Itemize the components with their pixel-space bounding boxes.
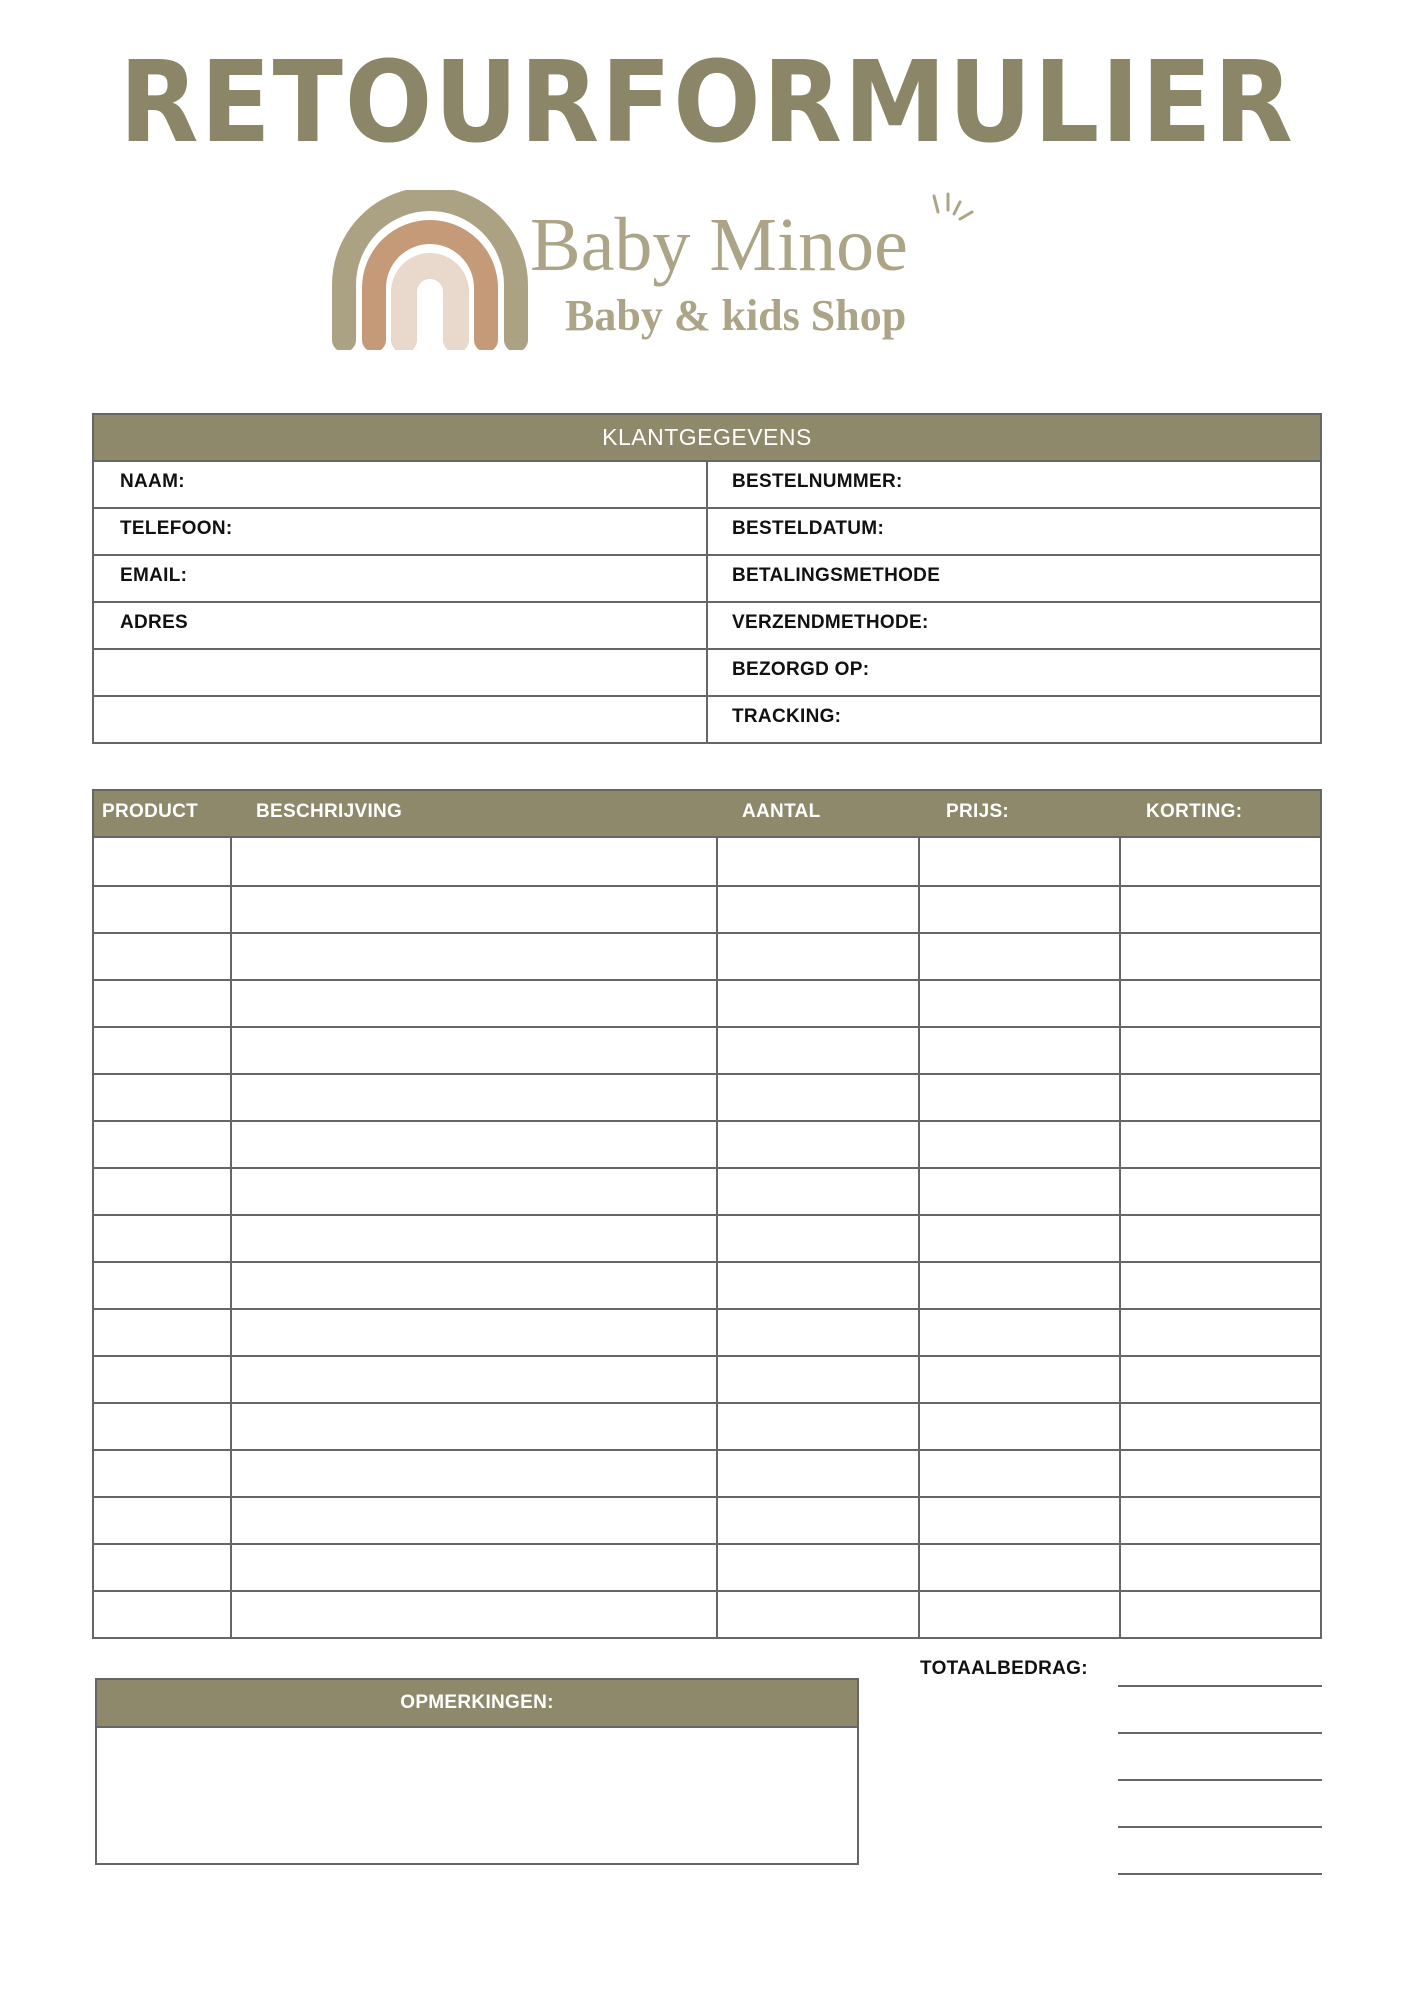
table-cell[interactable] xyxy=(230,1263,716,1308)
customer-field-left[interactable]: EMAIL: xyxy=(120,565,188,586)
table-cell[interactable] xyxy=(230,981,716,1026)
table-row xyxy=(94,979,1320,1026)
remarks-field[interactable] xyxy=(97,1728,857,1865)
customer-row xyxy=(94,554,1320,601)
customer-row xyxy=(94,601,1320,648)
remarks-box xyxy=(95,1678,859,1865)
customer-field-left[interactable] xyxy=(94,650,706,695)
table-cell[interactable] xyxy=(1119,1545,1320,1590)
table-cell[interactable] xyxy=(918,1357,1119,1402)
page-title: RETOURFORMULIER xyxy=(119,38,1295,168)
total-amount-line[interactable] xyxy=(1118,1685,1322,1687)
table-cell[interactable] xyxy=(716,1122,918,1167)
table-cell[interactable] xyxy=(716,1216,918,1261)
table-cell[interactable] xyxy=(230,1310,716,1355)
table-cell[interactable] xyxy=(716,1169,918,1214)
table-cell[interactable] xyxy=(94,1028,230,1073)
customer-field-left[interactable]: ADRES xyxy=(120,612,189,633)
table-cell[interactable] xyxy=(230,1545,716,1590)
table-cell[interactable] xyxy=(716,838,918,885)
table-cell[interactable] xyxy=(94,1451,230,1496)
customer-field-right[interactable]: BESTELDATUM: xyxy=(706,509,1320,554)
customer-row xyxy=(94,507,1320,554)
table-cell[interactable] xyxy=(716,887,918,932)
customer-field-left[interactable]: TELEFOON: xyxy=(120,518,233,539)
table-cell[interactable] xyxy=(918,1263,1119,1308)
customer-details-header: KLANTGEGEVENS xyxy=(94,415,1320,460)
table-cell[interactable] xyxy=(230,1592,716,1637)
table-cell[interactable] xyxy=(1119,887,1320,932)
table-cell[interactable] xyxy=(94,838,230,885)
logo-name: Baby Minoe xyxy=(530,203,908,287)
customer-details-table xyxy=(92,413,1322,744)
table-row xyxy=(94,1355,1320,1402)
table-row xyxy=(94,1449,1320,1496)
table-cell[interactable] xyxy=(1119,1592,1320,1637)
table-row xyxy=(94,1308,1320,1355)
table-cell[interactable] xyxy=(918,1545,1119,1590)
table-cell[interactable] xyxy=(230,1498,716,1543)
table-row xyxy=(94,1402,1320,1449)
customer-field-left[interactable] xyxy=(94,697,706,742)
table-row xyxy=(94,1120,1320,1167)
table-cell[interactable] xyxy=(94,1310,230,1355)
table-cell[interactable] xyxy=(230,1169,716,1214)
table-cell[interactable] xyxy=(716,1592,918,1637)
table-cell[interactable] xyxy=(1119,934,1320,979)
total-amount-line[interactable] xyxy=(1118,1779,1322,1781)
table-cell[interactable] xyxy=(918,981,1119,1026)
table-row xyxy=(94,1167,1320,1214)
remarks-header: OPMERKINGEN: xyxy=(97,1680,857,1728)
table-cell[interactable] xyxy=(918,1122,1119,1167)
table-cell[interactable] xyxy=(94,1357,230,1402)
table-cell[interactable] xyxy=(1119,1451,1320,1496)
table-cell[interactable] xyxy=(918,1169,1119,1214)
table-cell[interactable] xyxy=(230,1028,716,1073)
table-row xyxy=(94,838,1320,885)
customer-field-right[interactable]: BETALINGSMETHODE xyxy=(706,556,1320,601)
column-header-product: PRODUCT xyxy=(102,801,199,822)
column-header-discount: KORTING: xyxy=(1146,801,1243,822)
table-row xyxy=(94,1496,1320,1543)
column-header-description: BESCHRIJVING xyxy=(256,801,403,822)
table-cell[interactable] xyxy=(94,1592,230,1637)
table-cell[interactable] xyxy=(230,838,716,885)
table-cell[interactable] xyxy=(94,1263,230,1308)
table-cell[interactable] xyxy=(1119,981,1320,1026)
table-row xyxy=(94,1590,1320,1637)
table-cell[interactable] xyxy=(918,1592,1119,1637)
table-cell[interactable] xyxy=(716,1357,918,1402)
table-cell[interactable] xyxy=(94,981,230,1026)
table-row xyxy=(94,1214,1320,1261)
table-cell[interactable] xyxy=(716,1028,918,1073)
table-cell[interactable] xyxy=(716,1451,918,1496)
customer-row xyxy=(94,460,1320,507)
sparkle-icon xyxy=(930,192,980,232)
table-cell[interactable] xyxy=(230,1075,716,1120)
table-cell[interactable] xyxy=(230,1451,716,1496)
table-cell[interactable] xyxy=(230,1404,716,1449)
table-row xyxy=(94,1261,1320,1308)
customer-row xyxy=(94,648,1320,695)
table-cell[interactable] xyxy=(230,1122,716,1167)
table-cell[interactable] xyxy=(918,1498,1119,1543)
table-cell[interactable] xyxy=(94,887,230,932)
table-cell[interactable] xyxy=(716,1310,918,1355)
rainbow-icon xyxy=(330,190,530,350)
table-cell[interactable] xyxy=(94,1075,230,1120)
customer-row xyxy=(94,695,1320,742)
table-cell[interactable] xyxy=(918,1075,1119,1120)
column-header-quantity: AANTAL xyxy=(742,801,821,822)
table-row xyxy=(94,1073,1320,1120)
total-amount-line[interactable] xyxy=(1118,1873,1322,1875)
table-cell[interactable] xyxy=(94,1122,230,1167)
table-cell[interactable] xyxy=(230,887,716,932)
table-cell[interactable] xyxy=(716,1263,918,1308)
table-row xyxy=(94,885,1320,932)
table-cell[interactable] xyxy=(918,934,1119,979)
product-table xyxy=(92,789,1322,1639)
table-cell[interactable] xyxy=(230,934,716,979)
table-cell[interactable] xyxy=(1119,1263,1320,1308)
brand-logo xyxy=(330,190,990,360)
table-cell[interactable] xyxy=(1119,1357,1320,1402)
table-cell[interactable] xyxy=(716,1498,918,1543)
table-row xyxy=(94,1543,1320,1590)
table-cell[interactable] xyxy=(1119,1404,1320,1449)
table-cell[interactable] xyxy=(1119,1310,1320,1355)
product-table-header xyxy=(94,791,1320,836)
total-amount-line[interactable] xyxy=(1118,1826,1322,1828)
column-header-price: PRIJS: xyxy=(946,801,1010,822)
table-cell[interactable] xyxy=(1119,1169,1320,1214)
table-cell[interactable] xyxy=(918,1404,1119,1449)
customer-field-right[interactable]: TRACKING: xyxy=(706,697,1320,742)
table-cell[interactable] xyxy=(94,1169,230,1214)
table-cell[interactable] xyxy=(1119,1028,1320,1073)
table-row xyxy=(94,1026,1320,1073)
total-amount-label: TOTAALBEDRAG: xyxy=(920,1658,1088,1679)
total-amount-line[interactable] xyxy=(1118,1732,1322,1734)
table-cell[interactable] xyxy=(716,1075,918,1120)
table-row xyxy=(94,932,1320,979)
table-cell[interactable] xyxy=(918,1216,1119,1261)
table-cell[interactable] xyxy=(1119,1122,1320,1167)
table-cell[interactable] xyxy=(1119,1216,1320,1261)
table-cell[interactable] xyxy=(94,1216,230,1261)
table-cell[interactable] xyxy=(230,1216,716,1261)
table-cell[interactable] xyxy=(230,1357,716,1402)
table-cell[interactable] xyxy=(1119,1075,1320,1120)
customer-field-right[interactable]: BEZORGD OP: xyxy=(706,650,1320,695)
table-cell[interactable] xyxy=(716,981,918,1026)
table-cell[interactable] xyxy=(94,1498,230,1543)
table-cell[interactable] xyxy=(94,1404,230,1449)
table-cell[interactable] xyxy=(716,1404,918,1449)
customer-field-right[interactable]: VERZENDMETHODE: xyxy=(706,603,1320,648)
customer-field-left[interactable]: NAAM: xyxy=(120,471,185,492)
customer-field-right[interactable]: BESTELNUMMER: xyxy=(706,462,1320,507)
table-cell[interactable] xyxy=(94,1545,230,1590)
table-cell[interactable] xyxy=(918,887,1119,932)
table-cell[interactable] xyxy=(918,838,1119,885)
table-cell[interactable] xyxy=(1119,838,1320,885)
table-cell[interactable] xyxy=(716,934,918,979)
table-cell[interactable] xyxy=(716,1545,918,1590)
table-cell[interactable] xyxy=(918,1451,1119,1496)
table-cell[interactable] xyxy=(94,934,230,979)
logo-tagline: Baby & kids Shop xyxy=(565,291,907,340)
table-cell[interactable] xyxy=(918,1310,1119,1355)
table-cell[interactable] xyxy=(918,1028,1119,1073)
table-cell[interactable] xyxy=(1119,1498,1320,1543)
